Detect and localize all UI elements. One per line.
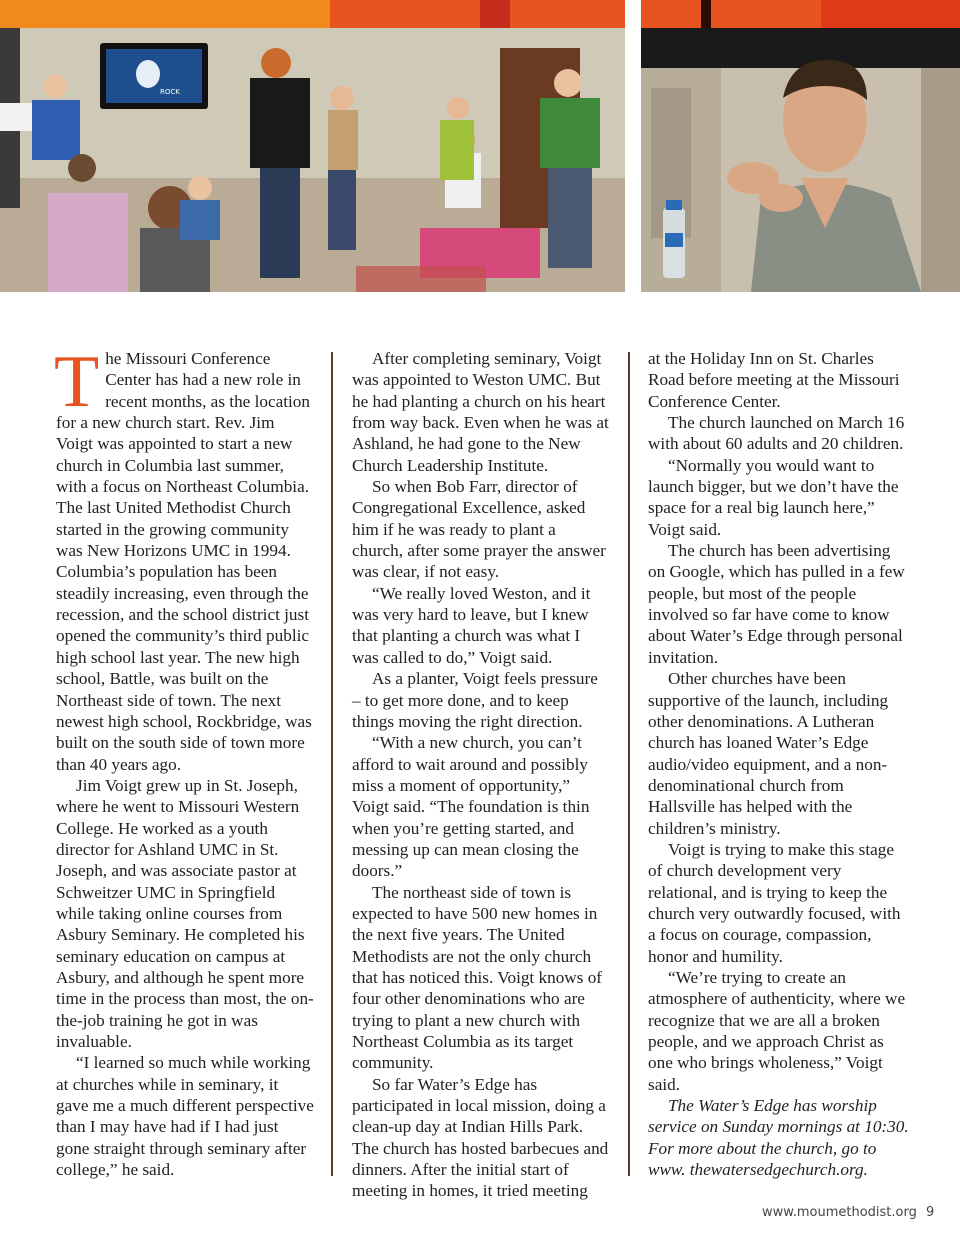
photo-children-gathering	[0, 28, 625, 292]
drop-cap: T	[54, 341, 100, 423]
article-paragraph: So when Bob Farr, director of Congregational Excellence, asked him if he was ready to plant a church, after some prayer the answer was clear, if not easy.	[352, 477, 606, 582]
photo-pastor-speaking	[641, 28, 960, 292]
banner-stripe	[701, 0, 711, 28]
article-column-3	[648, 348, 910, 1180]
article-paragraph: “Normally you would want to launch bigger, but we don’t have the space for a real big launch here,” Voigt said.	[648, 455, 899, 539]
footer-website-url: www.moumethodist.org	[762, 1205, 917, 1220]
article-paragraph: The church launched on March 16 with about 60 adults and 20 children.	[648, 413, 905, 454]
worship-info-note: The Water’s Edge has worship service on Sunday mornings at 10:30. For more about the church, go to www. thewatersedgechurch.org.	[648, 1096, 909, 1180]
page-number: 9	[926, 1205, 935, 1220]
article-paragraph: The church has been advertising on Google, which has pulled in a few people, but most of the people involved so far have come to know about Water’s Edge through personal invitation.	[648, 541, 905, 667]
banner-stripe	[480, 0, 510, 28]
article-paragraph: The Missouri Conference Center has had a new role in recent months, as the location for a new church start. Rev. Jim Voigt was appointed to start a new church in Columbia last summer, with a focus on Northeast Columbia. The last United Methodist Church started in the growing community was New Horizons UMC in 1994. Columbia’s population has been steadily increasing, even through the recession, and the school district just opened the community’s third public high school last year. The new high school, Battle, was built on the Northeast side of town. The next newest high school, Rockbridge, was built on the south side of town more than 40 years ago.	[54, 341, 312, 774]
top-banner-left	[0, 0, 625, 28]
article-paragraph: “We’re trying to create an atmosphere of authenticity, where we recognize that we are all a broken people, and we approach Christ as one who brings wholeness,” Voigt said.	[648, 967, 906, 1094]
article-paragraph: Voigt is trying to make this stage of church development very relational, and is trying to keep the church very outwardly focused, with a focus on courage, compassion, honor and humility.	[648, 839, 901, 966]
article-paragraph: Jim Voigt grew up in St. Joseph, where he went to Missouri Western College. He worked as a youth director for Ashland UMC in St. Joseph, and was associate pastor at Schweitzer UMC in Springfield while taking online courses from Asbury Seminary. He completed his seminary education on campus at Asbury, and although he spent more time in the process than most, the on-the-job training he got in was invaluable.	[56, 775, 314, 1051]
article-paragraph: So far Water’s Edge has participated in local mission, doing a clean-up day at Indian Hills Park. The church has hosted barbecues and dinners. After the initial start of meeting in homes, it tried meeting	[352, 1074, 609, 1201]
article-paragraph: Other churches have been supportive of the launch, including other denominations. A Lutheran church has loaned Water’s Edge audio/video equipment, and a non-denominational church from Hallsville has helped with the children’s ministry.	[648, 669, 889, 838]
article-paragraph: As a planter, Voigt feels pressure – to get more done, and to keep things moving the right direction.	[352, 669, 598, 731]
column-divider	[628, 352, 630, 1176]
banner-stripe	[0, 0, 330, 28]
article-paragraph: at the Holiday Inn on St. Charles Road before meeting at the Missouri Conference Center.	[648, 349, 900, 411]
banner-stripe	[821, 0, 960, 28]
article-paragraph: “I learned so much while working at churches while in seminary, it gave me a much different perspective than I may have had if I had just gone straight through seminary after college,” he said.	[56, 1053, 314, 1180]
screen-text: ROCK	[160, 88, 180, 96]
article-column-2	[352, 348, 610, 1202]
article-column-1	[54, 341, 314, 1180]
article-paragraph: The northeast side of town is expected to have 500 new homes in the next five years. The United Methodists are not the only church that has noticed this. Voigt knows of four other denominations who are trying to plant a new church with Northeast Columbia as its target community.	[352, 882, 603, 1073]
article-paragraph: After completing seminary, Voigt was appointed to Weston UMC. But he had planting a church on his heart from way back. Even when he was at Ashland, he had gone to the New Church Leadership Institute.	[352, 349, 609, 475]
article-paragraph: “With a new church, you can’t afford to wait around and possibly miss a moment of opportunity,” Voigt said. “The foundation is thin when you’re getting started, and messing up can mean closing the doors.”	[352, 733, 590, 881]
top-banner-right	[641, 0, 960, 28]
article-paragraph: “We really loved Weston, and it was very hard to leave, but I knew that planting a church was what I was called to do,” Voigt said.	[352, 583, 591, 667]
column-divider	[331, 352, 333, 1176]
